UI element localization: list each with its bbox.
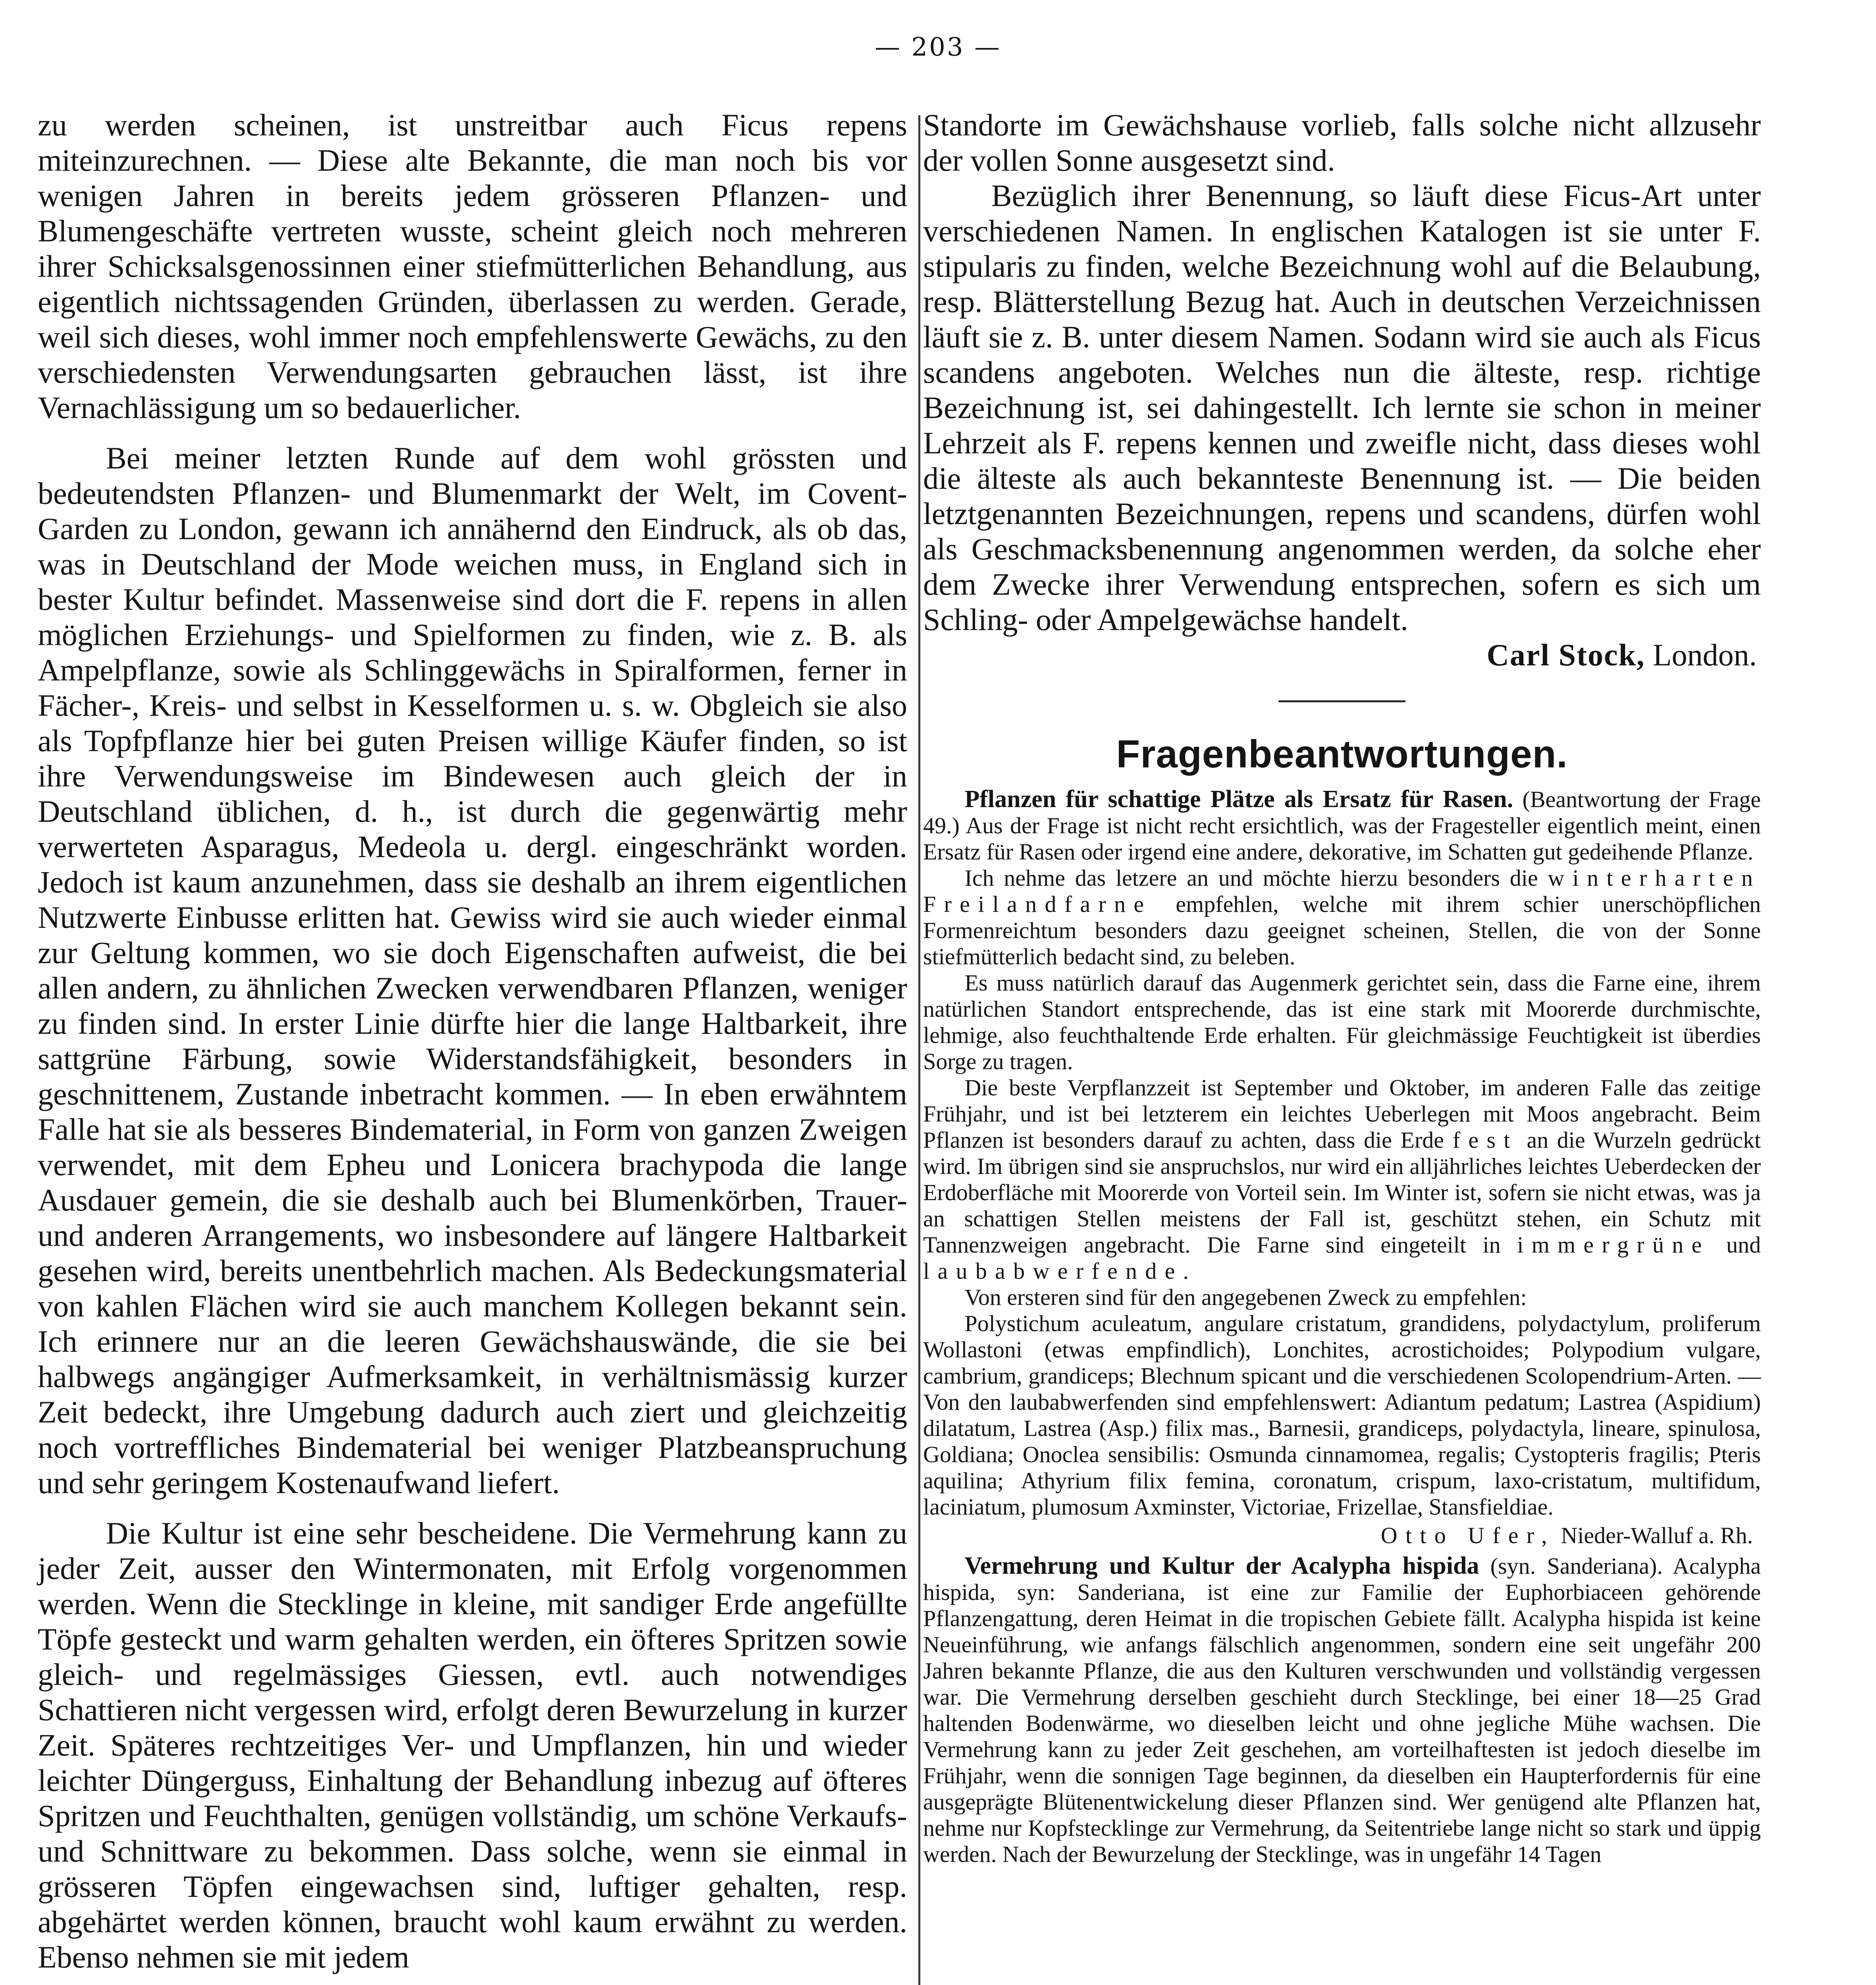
article-signature	[923, 637, 1761, 673]
acalypha-heading: Vermehrung und Kultur der Acalypha hispida	[964, 1552, 1479, 1579]
right-continuation-1: Standorte im Gewächshause vorlieb, falls solche nicht allzusehr der vollen Sonne ausgesetzt sind.	[923, 108, 1761, 177]
question-49-intro: (Beantwortung der Frage 49.) Aus der Frage ist nicht recht ersichtlich, was der Fragesteller eigentlich meint, einen Ersatz für Rasen oder irgend eine andere, dekorative, im Schatten gut gedeihende Pflanze.	[923, 786, 1761, 865]
answer-acalypha	[923, 1553, 1761, 1867]
ferns-paragraph-5: Von ersteren sind für den angegebenen Zweck zu empfehlen:	[964, 1284, 1527, 1310]
section-separator	[1278, 700, 1406, 702]
ferns-emphasis-fest: fest	[1452, 1127, 1518, 1153]
left-paragraph-2: Bei meiner letzten Runde auf dem wohl grössten und bedeutendsten Pflanzen- und Blumenmarkt der Welt, im Covent-Garden zu London, gewann ich annähernd den Eindruck, als ob das, was in Deutschland der Mode weichen muss, in England sich in bester Kultur befindet. Massenweise sind dort die F. repens in allen möglichen Erziehungs- und Spielformen zu finden, wie z. B. als Ampelpflanze, sowie als Schlinggewächs in Spiralformen, ferner in Fächer-, Kreis- und selbst in Kesselformen u. s. w. Obgleich sie also als Topfpflanze hier bei guten Preisen willige Käufer finden, so ist ihre Verwendungsweise im Bindewesen auch gleich der in Deutschland üblichen, d. h., ist durch die gegenwärtig mehr verwerteten Asparagus, Medeola u. dergl. eingeschränkt worden. Jedoch ist kaum anzunehmen, dass sie deshalb an ihrem eigentlichen Nutzwerte Einbusse erlitten hat. Gewiss wird sie auch wieder einmal zur Geltung kommen, wo sie doch Eigenschaften aufweist, die bei allen andern, zu ähnlichen Zwecken verwendbaren Pflanzen, weniger zu finden sind. In erster Linie dürfte hier die lange Haltbarkeit, ihre sattgrüne Färbung, sowie Widerstandsfähigkeit, besonders in geschnittenem, Zustande inbetracht kommen. — In eben erwähntem Falle hat sie als besseres Bindematerial, in Form von ganzen Zweigen verwendet, mit dem Epheu und Lonicera brachypoda die lange Ausdauer gemein, die sie deshalb auch bei Blumenkörben, Trauer- und anderen Arrangements, wo insbesondere auf längere Haltbarkeit gesehen wird, bereits unentbehrlich machen. Als Bedeckungsmaterial von kahlen Flächen wird sie auch manchem Kollegen bekannt sein. Ich erinnere nur an die leeren Gewächshauswände, die sie bei halbwegs angängiger Aufmerksamkeit, in verhältnismässig kurzer Zeit bedeckt, ihre Umgebung dadurch auch ziert und gleichzeitig noch vortreffliches Bindematerial bei weniger Platzbeanspruchung und sehr geringem Kostenaufwand liefert.	[38, 441, 907, 1500]
ferns-species-list: Polystichum aculeatum, angulare cristatum, grandidens, polydactylum, proliferum Wollastoni (etwas empfindlich), Lonchites, acrostichoides; Polypodium vulgare, cambrium, grandiceps; Blechnum spicant und die verschiedenen Scolopendrium-Arten. — Von den laubabwerfenden sind empfehlenswert: Adiantum pedatum; Lastrea (Aspidium) dilatatum, Lastrea (Asp.) filix mas., Barnesii, grandiceps, polydactyla, lineare, spinulosa, Goldiana; Onoclea sensibilis: Osmunda cinnamomea, regalis; Cystopteris fragilis; Pteris aquilina; Athyrium filix femina, coronatum, crispum, laxo-cristatum, multifidum, laciniatum, plumosum Axminster, Victoriae, Frizellae, Stansfieldiae.	[923, 1310, 1761, 1520]
ferns-emphasis-evergreen: immergrüne	[1517, 1232, 1710, 1258]
page-number: — 203 —	[875, 33, 1001, 62]
answer-ferns	[923, 786, 1761, 1549]
ferns-paragraph-3: Es muss natürlich darauf das Augenmerk gerichtet sein, dass die Farne eine, ihrem natürlichen Standort entsprechende, das ist eine stark mit Moorerde durchmischte, lehmige, also feuchthaltende Erde erhalten. Für gleichmässige Feuchtigkeit ist überdies Sorge zu tragen.	[923, 970, 1761, 1074]
left-paragraph-1: zu werden scheinen, ist unstreitbar auch Ficus repens miteinzurechnen. — Diese alte Bekannte, die man noch bis vor wenigen Jahren in bereits jedem grösseren Pflanzen- und Blumengeschäfte vertreten wusste, scheint gleich noch mehreren ihrer Schicksalsgenossinnen einer stiefmütterlichen Behandlung, aus eigentlich nichtssagenden Gründen, überlassen zu werden. Gerade, weil sich dieses, wohl immer noch empfehlenswerte Gewächs, zu den verschiedensten Verwendungsarten gebrauchen lässt, ist ihre Vernachlässigung um so bedauerlicher.	[38, 108, 907, 425]
section-title: Fragenbeantwortungen.	[1116, 732, 1568, 776]
ferns-emphasis: winterharten Freilandfarne	[923, 865, 1761, 917]
answer-ferns-sig-place: Nieder-Walluf a. Rh.	[1561, 1522, 1753, 1548]
ferns-text-d: an die Wurzeln gedrückt wird. Im übrigen sind sie anspruchslos, nur wird ein alljährliches leichtes Ueberdecken der Erdoberfläche mit Moorerde von Vorteil sein. Im Winter ist, sofern sie nicht etwas, was ja an schattigen Stellen meistens der Fall ist, geschützt stehen, ein Schutz mit Tannenzweigen angebracht. Die Farne sind eingeteilt in	[923, 1127, 1761, 1258]
ferns-text-a: Ich nehme das letzere an und möchte hierzu besonders die	[964, 865, 1538, 891]
right-column	[923, 107, 1761, 1867]
acalypha-text: (syn. Sanderiana). Acalypha hispida, syn: Sanderiana, ist eine zur Familie der Euphorbiaceen gehörende Pflanzengattung, deren Heimat in die tropischen Gebiete fällt. Acalypha hispida ist keine Neueinführung, wie anfangs fälschlich angenommen, sondern eine seit ungefähr 200 Jahren bekannte Pflanze, die aus den Kulturen verschwunden und vollständig vergessen war. Die Vermehrung derselben geschieht durch Stecklinge, bei einer 18—25 Grad haltenden Bodenwärme, wo dieselben leicht und ohne jegliche Mühe wachsen. Die Vermehrung kann zu jeder Zeit geschehen, am vorteilhaftesten ist jedoch dieselbe im Frühjahr, wenn die sonnigen Tage beginnen, da dieselben ein Haupterfordernis für eine ausgeprägte Blütenentwickelung dieser Pflanzen sind. Wer genügend alte Pflanzen hat, nehme nur Kopfstecklinge zur Vermehrung, da Seitentriebe lange nicht so stark und üppig werden. Nach der Bewurzelung der Stecklinge, was in ungefähr 14 Tagen	[923, 1553, 1761, 1867]
answer-ferns-sig-name: Otto Ufer,	[1380, 1522, 1555, 1548]
answer-ferns-signature	[923, 1522, 1761, 1549]
left-column	[38, 107, 907, 1975]
signature-place: London.	[1652, 638, 1757, 672]
ferns-text-und: und	[1726, 1232, 1761, 1258]
left-paragraph-3: Die Kultur ist eine sehr bescheidene. Die Vermehrung kann zu jeder Zeit, ausser den Wintermonaten, mit Erfolg vorgenommen werden. Wenn die Stecklinge in kleine, mit sandiger Erde angefüllte Töpfe gesteckt und warm gehalten werden, ein öfteres Spritzen sowie gleich- und regelmässiges Giessen, evtl. auch notwendiges Schattieren nicht vergessen wird, erfolgt deren Bewurzelung in kurzer Zeit. Späteres rechtzeitiges Ver- und Umpflanzen, hin und wieder leichter Düngerguss, Einhaltung der Behandlung inbezug auf öfteres Spritzen und Feuchthalten, genügen vollständig, um schöne Verkaufs- und Schnittware zu bekommen. Dass solche, wenn sie einmal in grösseren Töpfen eingewachsen sind, luftiger gehalten, resp. abgehärtet werden können, braucht wohl kaum erwähnt zu werden. Ebenso nehmen sie mit jedem	[38, 1516, 907, 1974]
signature-name: Carl Stock,	[1487, 638, 1645, 672]
right-continuation-2: Bezüglich ihrer Benennung, so läuft diese Ficus-Art unter verschiedenen Namen. In englischen Katalogen ist sie unter F. stipularis zu finden, welche Bezeichnung wohl auf die Belaubung, resp. Blätterstellung Bezug hat. Auch in deutschen Verzeichnissen läuft sie z. B. unter diesem Namen. Sodann wird sie auch als Ficus scandens angeboten. Welches nun die älteste, resp. richtige Bezeichnung ist, sei dahingestellt. Ich lernte sie schon in meiner Lehrzeit als F. repens kennen und zweifle nicht, dass dieses wohl die älteste als auch bekannteste Benennung ist. — Die beiden letztgenannten Bezeichnungen, repens und scandens, dürfen wohl als Geschmacksbenennung angenommen werden, da solche eher dem Zwecke ihrer Verwendung entsprechen, sofern es sich um Schling- oder Ampelgewächse handelt.	[923, 178, 1761, 637]
ferns-text-c: Die beste Verpflanzzeit ist September und Oktober, im anderen Falle das zeitige Frühjahr, und ist bei letzterem ein leichtes Ueberlegen mit Moos angebracht. Beim Pflanzen ist besonders darauf zu achten, dass die Erde	[923, 1075, 1761, 1153]
ferns-text-b: empfehlen, welche mit ihrem schier unerschöpflichen Formenreichtum besonders dazu geeignet scheinen, Stellen, die von der Sonne stiefmütterlich bedacht sind, zu beleben.	[923, 891, 1761, 969]
column-divider	[918, 115, 920, 1985]
question-49-heading: Pflanzen für schattige Plätze als Ersatz für Rasen.	[964, 786, 1514, 813]
ferns-emphasis-deciduous: laubabwerfende.	[923, 1258, 1197, 1284]
